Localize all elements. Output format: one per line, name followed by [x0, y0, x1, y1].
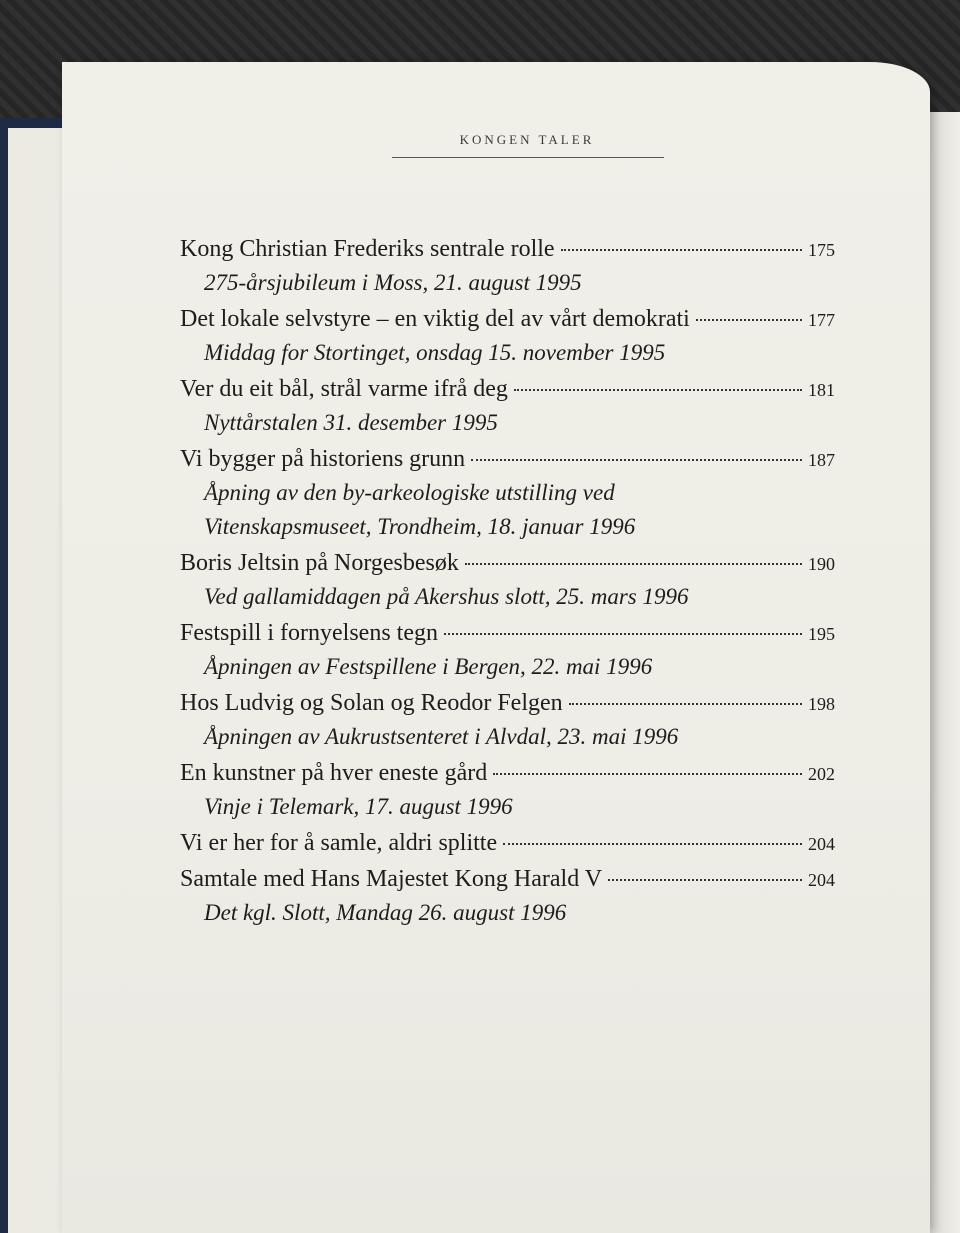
toc-entry: [180, 826, 835, 860]
toc-entry: [180, 616, 835, 684]
toc-entry-subtitle: Nyttårstalen 31. desember 1995: [204, 410, 498, 435]
toc-entry-subtitle: Vitenskapsmuseet, Trondheim, 18. januar 1996: [204, 514, 636, 539]
running-head: KONGEN TALER: [459, 132, 595, 147]
toc-entry-page-number: 190: [808, 554, 835, 574]
toc-entry: [180, 302, 835, 370]
toc-entry-line: [180, 302, 835, 336]
toc-entry-title: Ver du eit bål, strål varme ifrå deg: [180, 376, 508, 402]
toc-entry-line: [180, 862, 835, 896]
dot-leader: [444, 633, 802, 635]
toc-entry-title: Festspill i fornyelsens tegn: [180, 620, 438, 646]
dot-leader: [503, 843, 802, 845]
toc-entry-line: [180, 686, 835, 720]
dot-leader: [569, 703, 802, 705]
toc-entry: [180, 862, 835, 930]
toc-entry-line: [180, 616, 835, 650]
toc-entry-line: [180, 232, 835, 266]
dot-leader: [696, 319, 802, 321]
toc-entry-title: Det lokale selvstyre – en viktig del av vårt demokrati: [180, 306, 690, 332]
toc-entry: [180, 232, 835, 300]
toc-entry-page-number: 198: [808, 694, 835, 714]
toc-entry-page-number: 175: [808, 240, 835, 260]
toc-entry-subtitle: Åpningen av Aukrustsenteret i Alvdal, 23. mai 1996: [204, 724, 679, 749]
toc-entry: [180, 442, 835, 544]
toc-entry-page-number: 195: [808, 624, 835, 644]
toc-entry-title: Vi er her for å samle, aldri splitte: [180, 830, 498, 856]
toc-entry: [180, 686, 835, 754]
toc-entry-subtitle: Middag for Stortinget, onsdag 15. november 1995: [204, 340, 666, 365]
toc-entry: [180, 372, 835, 440]
toc-entry-line: [180, 372, 835, 406]
dot-leader: [514, 389, 802, 391]
toc-entry-page-number: 177: [808, 310, 835, 330]
dot-leader: [493, 773, 802, 775]
toc-entry-line: [180, 546, 835, 580]
toc-entry: [180, 546, 835, 614]
toc-entry-title: Samtale med Hans Majestet Kong Harald V: [180, 866, 603, 892]
toc-entry-title: Kong Christian Frederiks sentrale rolle: [180, 236, 555, 262]
dot-leader: [471, 459, 802, 461]
toc-entry-title: Hos Ludvig og Solan og Reodor Felgen: [180, 690, 563, 716]
toc-entry-page-number: 202: [808, 764, 835, 784]
toc-entry-title: Boris Jeltsin på Norgesbesøk: [180, 550, 459, 576]
toc-entry-subtitle: 275-årsjubileum i Moss, 21. august 1995: [204, 270, 582, 295]
toc-entry-line: [180, 826, 835, 860]
toc-entry-subtitle: Åpning av den by-arkeologiske utstilling ved: [204, 480, 615, 505]
toc-entry-subtitle: Vinje i Telemark, 17. august 1996: [204, 794, 513, 819]
toc-entry: [180, 756, 835, 824]
table-of-contents: [180, 232, 835, 932]
toc-entry-page-number: 187: [808, 450, 835, 470]
toc-entry-subtitle: Det kgl. Slott, Mandag 26. august 1996: [204, 900, 567, 925]
toc-entry-title: Vi bygger på historiens grunn: [180, 446, 466, 472]
dot-leader: [465, 563, 802, 565]
toc-entry-page-number: 181: [808, 380, 835, 400]
toc-entry-subtitle: Åpningen av Festspillene i Bergen, 22. mai 1996: [204, 654, 653, 679]
toc-entry-title: En kunstner på hver eneste gård: [180, 760, 488, 786]
toc-entry-line: [180, 442, 835, 476]
dot-leader: [608, 879, 802, 881]
running-head-rule: [392, 157, 664, 158]
toc-entry-page-number: 204: [808, 834, 835, 854]
dot-leader: [561, 249, 802, 251]
toc-entry-subtitle: Ved gallamiddagen på Akershus slott, 25. mars 1996: [204, 584, 689, 609]
toc-entry-line: [180, 756, 835, 790]
toc-entry-page-number: 204: [808, 870, 835, 890]
